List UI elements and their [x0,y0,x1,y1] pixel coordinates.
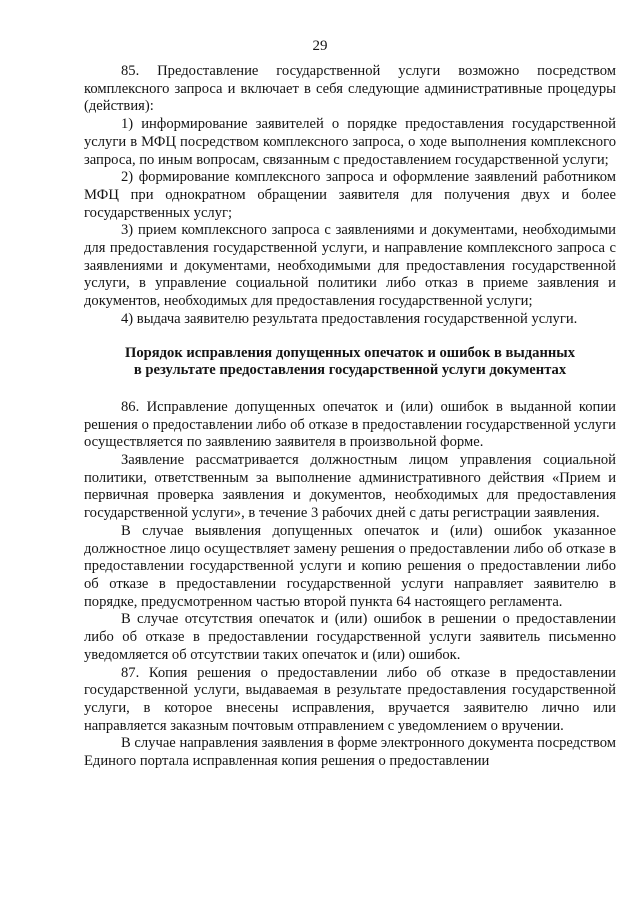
paragraph-review: Заявление рассматривается должностным лицом управления социальной политики, ответственным за выполнение административного действия «Прием и первичная проверка заявления и документов, необходимых для предоставления государственной услуги», в течение 3 рабочих дней с даты регистрации заявления. [84,452,616,522]
list-item-1: 1) информирование заявителей о порядке предоставления государственной услуги в МФЦ посредством комплексного запроса, о ходе выполнения комплексного запроса, по иным вопросам, связанным с предоставлением государственной услуги; [84,116,616,168]
section-heading-line-2: в результате предоставления государственной услуги документах [133,362,567,379]
paragraph-errors-found: В случае выявления допущенных опечаток и (или) ошибок указанное должностное лицо осуществляет замену решения о предоставлении либо об отказе в предоставлении государственной услуги и копию решения о предоставлении либо об отказе в предоставлении государственной услуги направляет заявителю в порядке, предусмотренном частью второй пункта 64 настоящего регламента. [84,522,616,610]
page-number: 29 [312,38,328,54]
page-body [84,63,616,771]
paragraph-87: 87. Копия решения о предоставлении либо об отказе в предоставлении государственной услуги, выдаваемая в результате предоставления государственной услуги, в которое внесены исправления, вручается заявителю лично или направляется заказным почтовым отправлением с уведомлением о вручении. [84,664,616,734]
paragraph-electronic: В случае направления заявления в форме электронного документа посредством Единого портала исправленная копия решения о предоставлении [84,735,616,770]
section-heading [84,345,616,380]
list-item-4: 4) выдача заявителю результата предоставления государственной услуги. [121,310,578,327]
section-heading-line-1: Порядок исправления допущенных опечаток и ошибок в выданных [125,344,575,361]
paragraph-no-errors: В случае отсутствия опечаток и (или) ошибок в решении о предоставлении либо об отказе в предоставлении государственной услуги заявитель письменно уведомляется об отсутствии таких опечаток и (или) ошибок. [84,611,616,663]
spacer [84,329,616,345]
list-item-3: 3) прием комплексного запроса с заявлениями и документами, необходимыми для предоставления государственной услуги, и направление комплексного запроса с заявлениями и документами, необходимыми для предоставления государственной услуги, в управление социальной политики либо отказ в приеме заявления и документов, необходимых для предоставления государственной услуги; [84,222,616,310]
paragraph-85: 85. Предоставление государственной услуги возможно посредством комплексного запроса и включает в себя следующие административные процедуры (действия): [84,63,616,115]
spacer [84,380,616,399]
list-item-2: 2) формирование комплексного запроса и оформление заявлений работником МФЦ при однократном обращении заявителя для получения двух и более государственных услуг; [84,169,616,221]
paragraph-86: 86. Исправление допущенных опечаток и (или) ошибок в выданной копии решения о предоставлении либо об отказе в предоставлении государственной услуги осуществляется по заявлению заявителя в произвольной форме. [84,398,616,451]
